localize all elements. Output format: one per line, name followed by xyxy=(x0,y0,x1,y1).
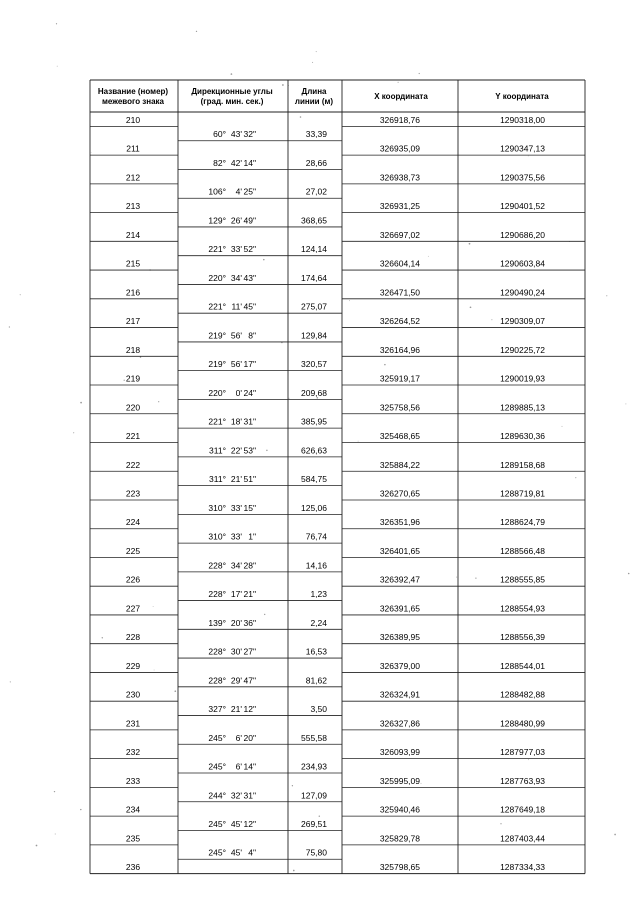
angle-minutes-cell: 33' xyxy=(230,531,242,542)
line-length-cell: 125,06 xyxy=(301,502,327,513)
y-coordinate-cell: 1290019,93 xyxy=(500,373,545,384)
y-coordinate-cell: 1290225,72 xyxy=(500,344,545,355)
scan-speck xyxy=(349,300,350,301)
angle-minutes-cell: 45' xyxy=(230,847,242,858)
x-coordinate-cell: 326093,99 xyxy=(379,747,420,758)
angle-minutes-cell: 56' xyxy=(230,330,242,341)
y-coordinate-cell: 1288556,39 xyxy=(500,632,545,643)
angle-minutes-cell: 4' xyxy=(235,186,242,197)
y-coordinate-cell: 1287649,18 xyxy=(500,804,545,815)
angle-seconds-cell: 4" xyxy=(248,847,256,858)
line-length-cell: 75,80 xyxy=(305,847,327,858)
scan-speck xyxy=(264,614,265,615)
scan-speck xyxy=(57,66,58,67)
scan-speck xyxy=(475,577,476,578)
angle-degrees-cell: 244° xyxy=(208,790,226,801)
line-length-cell: 234,93 xyxy=(301,761,327,772)
angle-minutes-cell: 11' xyxy=(231,301,242,312)
line-length-cell: 1,23 xyxy=(310,589,327,600)
scan-speck xyxy=(231,73,233,75)
scan-speck xyxy=(153,606,154,607)
point-name: 212 xyxy=(125,172,141,183)
x-coordinate-cell: 326351,96 xyxy=(379,517,420,528)
y-coordinate-cell: 1288566,48 xyxy=(500,545,545,556)
angle-seconds-cell: 21" xyxy=(243,589,256,600)
scan-speck xyxy=(628,573,630,575)
angle-minutes-cell: 17' xyxy=(230,589,242,600)
angle-degrees-cell: 228° xyxy=(208,589,226,600)
angle-degrees-cell: 221° xyxy=(208,416,226,427)
x-coordinate-cell: 326270,65 xyxy=(379,488,420,499)
scan-speck xyxy=(312,62,313,63)
point-name: 218 xyxy=(125,344,141,355)
angle-degrees-cell: 310° xyxy=(208,502,226,513)
x-coordinate-cell: 325468,65 xyxy=(379,431,420,442)
scan-speck xyxy=(384,364,386,366)
x-coordinate-cell: 325884,22 xyxy=(379,459,420,470)
scan-speck xyxy=(470,306,472,308)
x-coordinate-cell: 325829,78 xyxy=(379,833,420,844)
line-length-cell: 385,95 xyxy=(301,416,327,427)
scan-speck xyxy=(469,243,471,245)
y-coordinate-cell: 1290603,84 xyxy=(500,258,545,269)
scan-speck xyxy=(625,403,626,404)
y-coordinate-cell: 1290318,00 xyxy=(500,114,545,125)
y-coordinate-cell: 1288555,85 xyxy=(500,574,545,585)
header-length-line1: Длина xyxy=(301,87,327,96)
scan-speck xyxy=(288,85,289,86)
scan-speck xyxy=(419,73,420,74)
scan-speck xyxy=(562,426,563,427)
y-coordinate-cell: 1289158,68 xyxy=(500,459,545,470)
point-name: 230 xyxy=(125,689,141,700)
angle-degrees-cell: 311° xyxy=(209,445,226,456)
angle-minutes-cell: 34' xyxy=(230,272,242,283)
header-y-coordinate: Y координата xyxy=(495,92,549,101)
angle-minutes-cell: 18' xyxy=(230,416,242,427)
angle-minutes-cell: 56' xyxy=(230,359,242,370)
angle-degrees-cell: 220° xyxy=(208,272,226,283)
angle-seconds-cell: 28" xyxy=(243,560,256,571)
x-coordinate-cell: 326164,96 xyxy=(379,344,420,355)
line-length-cell: 124,14 xyxy=(301,244,327,255)
point-name: 236 xyxy=(125,862,141,873)
angle-seconds-cell: 1" xyxy=(248,531,256,542)
y-coordinate-cell: 1288624,79 xyxy=(500,517,545,528)
point-name: 233 xyxy=(125,775,141,786)
point-name: 222 xyxy=(125,459,141,470)
angle-minutes-cell: 0' xyxy=(235,387,242,398)
header-angle-line2: (град. мин. сек.) xyxy=(200,97,264,106)
y-coordinate-cell: 1288544,01 xyxy=(500,660,545,671)
point-name: 214 xyxy=(125,229,141,240)
line-length-cell: 27,02 xyxy=(305,186,327,197)
scan-speck xyxy=(428,256,429,257)
line-length-cell: 33,39 xyxy=(305,129,327,140)
angle-degrees-cell: 245° xyxy=(208,732,226,743)
scan-speck xyxy=(20,294,21,295)
angle-seconds-cell: 27" xyxy=(243,646,256,657)
angle-seconds-cell: 15" xyxy=(243,502,256,513)
scan-speck xyxy=(154,670,155,671)
line-length-cell: 555,58 xyxy=(301,732,327,743)
angle-seconds-cell: 52" xyxy=(243,244,256,255)
scan-speck xyxy=(140,356,141,357)
angle-minutes-cell: 26' xyxy=(230,215,242,226)
angle-minutes-cell: 22' xyxy=(230,445,242,456)
line-length-cell: 129,84 xyxy=(301,330,327,341)
y-coordinate-cell: 1290490,24 xyxy=(500,287,545,298)
angle-minutes-cell: 21' xyxy=(230,704,242,715)
y-coordinate-cell: 1290401,52 xyxy=(500,201,545,212)
angle-minutes-cell: 6' xyxy=(235,761,242,772)
angle-minutes-cell: 43' xyxy=(230,129,242,140)
scan-speck xyxy=(55,834,56,835)
angle-minutes-cell: 29' xyxy=(230,675,242,686)
point-name: 220 xyxy=(125,402,141,413)
angle-degrees-cell: 245° xyxy=(208,819,226,829)
header-x-coordinate: X координата xyxy=(374,92,428,101)
scan-speck xyxy=(575,477,576,478)
angle-seconds-cell: 45" xyxy=(243,301,256,312)
angle-seconds-cell: 53" xyxy=(243,445,256,456)
point-name: 224 xyxy=(125,517,141,528)
x-coordinate-cell: 326401,65 xyxy=(379,545,420,556)
angle-degrees-cell: 139° xyxy=(208,617,226,628)
scan-speck xyxy=(319,815,320,816)
scan-speck xyxy=(289,398,290,399)
header-name-line2: межевого знака xyxy=(101,97,165,106)
x-coordinate-cell: 325940,46 xyxy=(379,804,420,815)
angle-seconds-cell: 17" xyxy=(243,359,256,370)
x-coordinate-cell: 326391,65 xyxy=(379,603,420,614)
line-length-cell: 269,51 xyxy=(301,819,327,829)
scan-speck xyxy=(102,637,103,638)
x-coordinate-cell: 326931,25 xyxy=(379,201,420,212)
x-coordinate-cell: 326604,14 xyxy=(379,258,420,269)
angle-degrees-cell: 129° xyxy=(208,215,226,226)
scan-speck xyxy=(528,759,529,760)
point-name: 223 xyxy=(125,488,141,499)
y-coordinate-cell: 1290347,13 xyxy=(500,143,545,154)
angle-seconds-cell: 31" xyxy=(243,790,256,801)
angle-degrees-cell: 327° xyxy=(208,704,226,715)
point-name: 234 xyxy=(125,804,141,815)
point-name: 210 xyxy=(125,114,141,125)
scan-speck xyxy=(80,809,81,810)
scan-speck xyxy=(500,823,501,824)
angle-seconds-cell: 20" xyxy=(243,732,256,743)
angle-seconds-cell: 49" xyxy=(243,215,256,226)
scan-speck xyxy=(491,319,492,320)
angle-degrees-cell: 221° xyxy=(208,301,226,312)
scan-speck xyxy=(36,845,38,847)
scan-speck xyxy=(73,432,74,433)
y-coordinate-cell: 1290686,20 xyxy=(500,229,545,240)
angle-seconds-cell: 36" xyxy=(243,617,256,628)
angle-minutes-cell: 42' xyxy=(230,157,242,168)
line-length-cell: 3,50 xyxy=(310,704,327,715)
scan-speck xyxy=(282,84,284,86)
line-length-cell: 16,53 xyxy=(305,646,327,657)
scan-speck xyxy=(528,156,529,157)
point-name: 219 xyxy=(125,373,141,384)
angle-minutes-cell: 34' xyxy=(230,560,242,571)
x-coordinate-cell: 326935,09 xyxy=(379,143,420,154)
angle-minutes-cell: 45' xyxy=(230,819,242,829)
x-coordinate-cell: 326327,86 xyxy=(379,718,420,729)
x-coordinate-cell: 326379,00 xyxy=(379,660,420,671)
line-length-cell: 368,65 xyxy=(301,215,327,226)
x-coordinate-cell: 325758,56 xyxy=(379,402,420,413)
scan-speck xyxy=(196,31,197,32)
point-name: 235 xyxy=(125,833,141,844)
y-coordinate-cell: 1288554,93 xyxy=(500,603,545,614)
point-name: 227 xyxy=(125,603,141,614)
angle-minutes-cell: 6' xyxy=(235,732,242,743)
scan-speck xyxy=(80,402,82,404)
scan-speck xyxy=(358,441,359,442)
angle-minutes-cell: 30' xyxy=(230,646,242,657)
header-angle-line1: Дирекционные углы xyxy=(191,87,273,96)
line-length-cell: 2,24 xyxy=(310,617,327,628)
x-coordinate-cell: 325919,17 xyxy=(379,373,420,384)
scan-speck xyxy=(316,51,317,52)
angle-minutes-cell: 32' xyxy=(230,790,242,801)
scan-speck xyxy=(606,295,607,296)
angle-degrees-cell: 245° xyxy=(208,847,226,858)
point-name: 211 xyxy=(126,143,140,154)
line-length-cell: 76,74 xyxy=(305,531,327,542)
angle-seconds-cell: 14" xyxy=(243,761,256,772)
line-length-cell: 28,66 xyxy=(305,157,327,168)
line-length-cell: 174,64 xyxy=(301,272,327,283)
angle-degrees-cell: 310° xyxy=(208,531,226,542)
angle-seconds-cell: 25" xyxy=(243,186,256,197)
scan-speck xyxy=(398,82,399,83)
y-coordinate-cell: 1289885,13 xyxy=(500,402,545,413)
x-coordinate-cell: 325798,65 xyxy=(379,862,420,873)
y-coordinate-cell: 1290309,07 xyxy=(500,316,545,327)
y-coordinate-cell: 1287763,93 xyxy=(500,775,545,786)
y-coordinate-cell: 1288482,88 xyxy=(500,689,545,700)
angle-minutes-cell: 33' xyxy=(230,244,242,255)
header-length-line2: линии (м) xyxy=(294,97,334,106)
point-name: 231 xyxy=(125,718,141,729)
y-coordinate-cell: 1287403,44 xyxy=(500,833,545,844)
x-coordinate-cell: 326918,76 xyxy=(379,114,420,125)
y-coordinate-cell: 1288480,99 xyxy=(500,718,545,729)
scan-speck xyxy=(9,326,10,327)
scan-speck xyxy=(54,791,55,792)
scan-speck xyxy=(266,450,267,451)
scan-speck xyxy=(174,690,176,692)
angle-seconds-cell: 14" xyxy=(243,157,256,168)
angle-seconds-cell: 12" xyxy=(243,819,256,829)
scan-speck xyxy=(300,116,302,118)
point-name: 217 xyxy=(125,316,141,327)
angle-degrees-cell: 82° xyxy=(213,157,226,168)
scan-speck xyxy=(124,380,125,381)
angle-degrees-cell: 245° xyxy=(208,761,226,772)
point-name: 215 xyxy=(125,258,141,269)
line-length-cell: 320,57 xyxy=(301,359,327,370)
scan-speck xyxy=(56,23,57,24)
point-name: 213 xyxy=(125,201,141,212)
scan-speck xyxy=(158,401,159,402)
line-length-cell: 14,16 xyxy=(305,560,327,571)
scan-speck xyxy=(293,870,295,872)
y-coordinate-cell: 1290375,56 xyxy=(500,172,545,183)
x-coordinate-cell: 326938,73 xyxy=(379,172,420,183)
angle-seconds-cell: 32" xyxy=(243,129,256,140)
angle-degrees-cell: 228° xyxy=(208,646,226,657)
angle-seconds-cell: 43" xyxy=(243,272,256,283)
angle-degrees-cell: 221° xyxy=(208,244,226,255)
angle-degrees-cell: 311° xyxy=(209,474,226,485)
angle-seconds-cell: 47" xyxy=(243,675,256,686)
line-length-cell: 275,07 xyxy=(301,301,327,312)
scan-speck xyxy=(91,152,92,153)
x-coordinate-cell: 326324,91 xyxy=(379,689,420,700)
scan-speck xyxy=(263,259,265,261)
angle-degrees-cell: 60° xyxy=(213,129,226,140)
point-name: 226 xyxy=(125,574,141,585)
angle-seconds-cell: 12" xyxy=(243,704,256,715)
angle-degrees-cell: 219° xyxy=(208,330,226,341)
scan-speck xyxy=(456,577,457,578)
point-name: 221 xyxy=(125,431,141,442)
point-name: 216 xyxy=(125,287,141,298)
scan-speck xyxy=(10,681,11,682)
x-coordinate-cell: 326697,02 xyxy=(379,229,420,240)
angle-degrees-cell: 106° xyxy=(208,186,226,197)
angle-degrees-cell: 220° xyxy=(208,387,226,398)
angle-degrees-cell: 228° xyxy=(208,675,226,686)
header-name-line1: Название (номер) xyxy=(97,87,169,96)
y-coordinate-cell: 1287977,03 xyxy=(500,747,545,758)
line-length-cell: 127,09 xyxy=(301,790,327,801)
scan-speck xyxy=(614,834,616,836)
line-length-cell: 626,63 xyxy=(301,445,327,456)
line-length-cell: 209,68 xyxy=(301,387,327,398)
angle-degrees-cell: 219° xyxy=(208,359,226,370)
x-coordinate-cell: 325995,09 xyxy=(379,775,420,786)
angle-seconds-cell: 31" xyxy=(243,416,256,427)
angle-seconds-cell: 51" xyxy=(243,474,256,485)
x-coordinate-cell: 326389,95 xyxy=(379,632,420,643)
angle-minutes-cell: 20' xyxy=(230,617,242,628)
line-length-cell: 584,75 xyxy=(301,474,327,485)
point-name: 229 xyxy=(125,660,141,671)
line-length-cell: 81,62 xyxy=(305,675,327,686)
x-coordinate-cell: 326471,50 xyxy=(379,287,420,298)
point-name: 225 xyxy=(125,545,141,556)
point-name: 228 xyxy=(125,632,141,643)
y-coordinate-cell: 1287334,33 xyxy=(500,862,545,873)
angle-degrees-cell: 228° xyxy=(208,560,226,571)
scan-speck xyxy=(292,785,293,786)
scan-speck xyxy=(421,783,422,784)
angle-seconds-cell: 24" xyxy=(243,387,256,398)
angle-seconds-cell: 8" xyxy=(248,330,256,341)
x-coordinate-cell: 326392,47 xyxy=(379,574,420,585)
angle-minutes-cell: 21' xyxy=(230,474,242,485)
x-coordinate-cell: 326264,52 xyxy=(379,316,420,327)
angle-minutes-cell: 33' xyxy=(230,502,242,513)
y-coordinate-cell: 1289630,36 xyxy=(500,431,545,442)
y-coordinate-cell: 1288719,81 xyxy=(500,488,545,499)
point-name: 232 xyxy=(125,747,141,758)
